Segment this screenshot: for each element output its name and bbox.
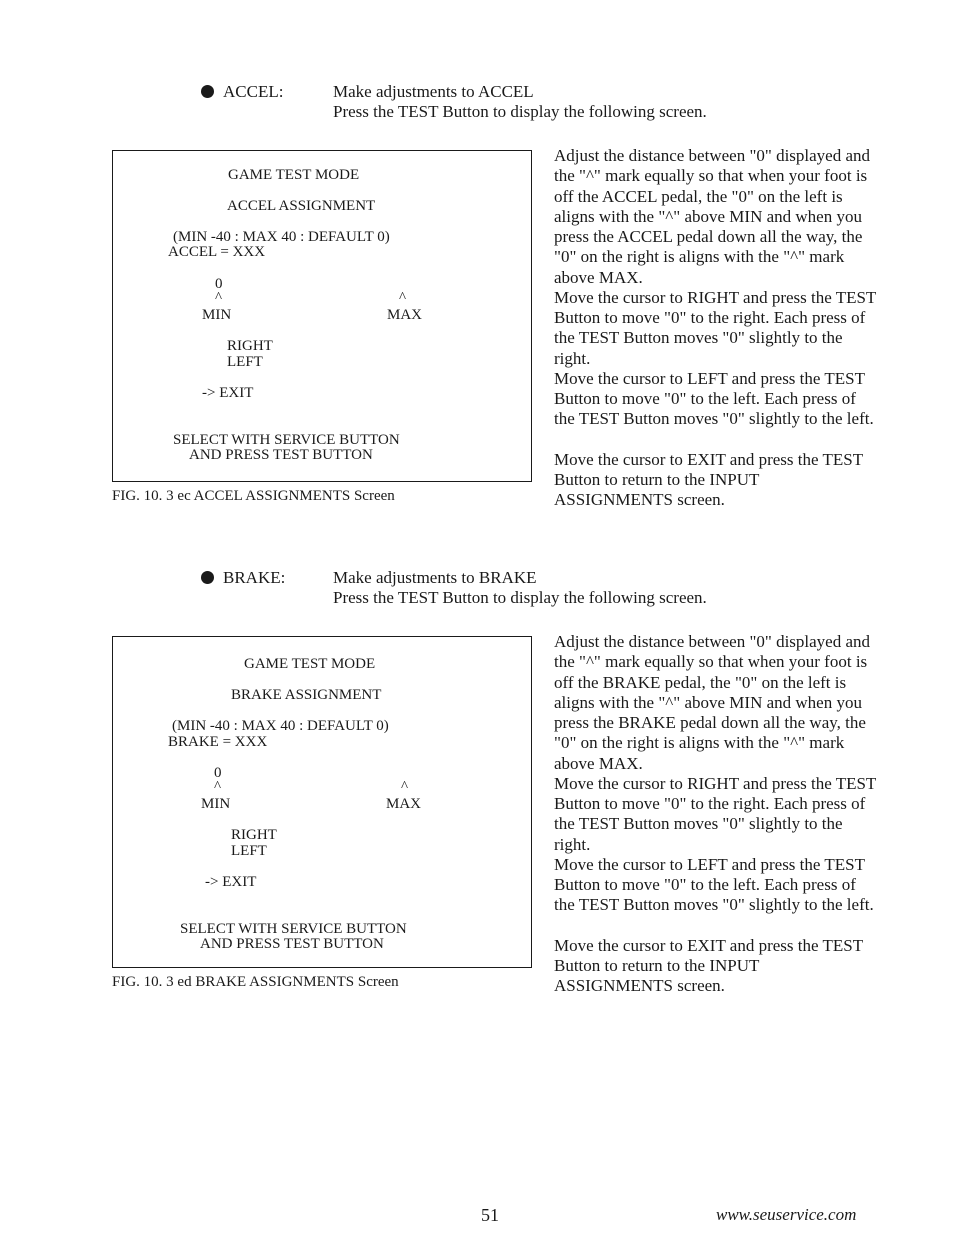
min-label: MIN [202,307,232,323]
figure-caption: FIG. 10. 3 ec ACCEL ASSIGNMENTS Screen [112,488,395,504]
menu-right: RIGHT [227,338,273,354]
section-label: BRAKE: [223,568,286,587]
caret-max: ^ [401,779,409,795]
screen-subtitle: BRAKE ASSIGNMENT [231,687,382,703]
description-paragraph: Move the cursor to LEFT and press the TEST Button to move "0" to the left. Each press of the TEST Button moves "0" slightly to the left. [554,854,874,915]
menu-exit: -> EXIT [205,874,257,890]
screen-value: BRAKE = XXX [168,734,268,750]
description-text [554,146,876,510]
footer-url: www.seuservice.com [716,1205,857,1224]
max-label: MAX [387,307,423,323]
section-intro-line: Make adjustments to ACCEL [333,82,534,101]
zero-marker: 0 [215,276,223,292]
figure-caption: FIG. 10. 3 ed BRAKE ASSIGNMENTS Screen [112,974,399,990]
screen-subtitle: ACCEL ASSIGNMENT [227,198,376,214]
screen-footer: SELECT WITH SERVICE BUTTON [173,432,400,448]
bullet-icon [201,571,214,584]
description-paragraph: Adjust the distance between "0" displayed and the "^" mark equally so that when your foot is off the ACCEL pedal, the "0" on the left is aligns with the "^" above MIN and when you press the ACCEL pedal down all the way, the "0" on the right is aligns with the "^" mark above MAX. [554,146,871,287]
screen-title: GAME TEST MODE [244,656,376,672]
page-number: 51 [481,1205,499,1225]
menu-right: RIGHT [231,827,277,843]
description-paragraph: Move the cursor to EXIT and press the TEST Button to return to the INPUT ASSIGNMENTS screen. [554,935,863,995]
test-screen-figure [112,636,532,968]
caret-min: ^ [215,290,223,306]
section-intro-line: Press the TEST Button to display the following screen. [333,102,707,121]
screen-range: (MIN -40 : MAX 40 : DEFAULT 0) [173,229,390,245]
zero-marker: 0 [214,765,222,781]
menu-exit: -> EXIT [202,385,254,401]
screen-range: (MIN -40 : MAX 40 : DEFAULT 0) [172,718,389,734]
description-text [554,632,876,996]
max-label: MAX [386,796,422,812]
description-paragraph: Move the cursor to LEFT and press the TEST Button to move "0" to the left. Each press of the TEST Button moves "0" slightly to the left. [554,368,874,429]
screen-footer: AND PRESS TEST BUTTON [200,936,384,952]
section-intro-line: Press the TEST Button to display the following screen. [333,588,707,607]
screen-title: GAME TEST MODE [228,167,360,183]
screen-footer: SELECT WITH SERVICE BUTTON [180,921,407,937]
section-intro-line: Make adjustments to BRAKE [333,568,537,587]
caret-min: ^ [214,779,222,795]
test-screen-figure [112,150,532,482]
screen-value: ACCEL = XXX [168,244,266,260]
section-label: ACCEL: [223,82,284,101]
description-paragraph: Adjust the distance between "0" displayed and the "^" mark equally so that when your foot is off the BRAKE pedal, the "0" on the left is aligns with the "^" above MIN and when you press the BRAKE pedal down all the way, the "0" on the right is aligns with the "^" mark above MAX. [554,632,871,773]
description-paragraph: Move the cursor to RIGHT and press the TEST Button to move "0" to the right. Each press of the TEST Button moves "0" slightly to the right. [554,287,877,368]
menu-left: LEFT [227,354,263,370]
bullet-icon [201,85,214,98]
min-label: MIN [201,796,231,812]
screen-footer: AND PRESS TEST BUTTON [189,447,373,463]
menu-left: LEFT [231,843,267,859]
description-paragraph: Move the cursor to RIGHT and press the TEST Button to move "0" to the right. Each press of the TEST Button moves "0" slightly to the right. [554,773,877,854]
description-paragraph: Move the cursor to EXIT and press the TEST Button to return to the INPUT ASSIGNMENTS screen. [554,449,863,509]
caret-max: ^ [399,290,407,306]
